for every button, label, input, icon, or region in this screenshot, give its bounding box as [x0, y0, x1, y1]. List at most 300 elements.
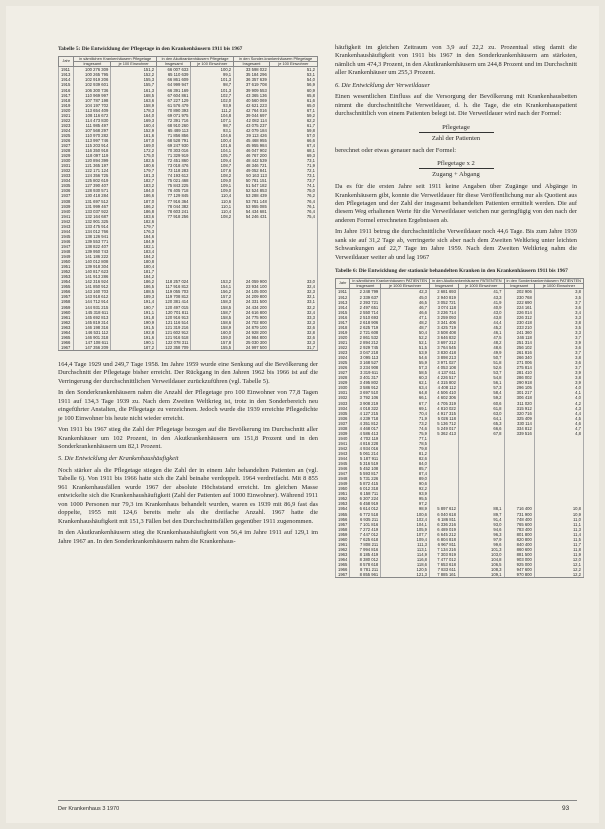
- table-cell: 39 113 426: [234, 133, 270, 138]
- table-cell: 76,4: [269, 209, 317, 214]
- paragraph: 164,4 Tage 1929 und 249,7 Tage 1958. Im Jahre 1959 wurde eine Senkung auf die Bevölkerung der Durchschnitt der Pflegetage bisher erreicht. Der Rückgang in den Jahren 1962 bis 1966 ist auf die Verringerung der durchschnittlichen Verweildauer zurückzuführen (vgl. Tabelle 5).: [58, 360, 318, 385]
- table6-subheader: je 1000 Einwohner: [381, 284, 430, 289]
- table-cell: 97,2: [381, 501, 430, 506]
- table-cell: 155,7: [111, 82, 157, 87]
- table-cell: 3,8: [534, 355, 583, 360]
- table-cell: 187,0: [111, 199, 157, 204]
- table-cell: 110,1: [191, 204, 234, 209]
- table-cell-year: 1921: [336, 340, 350, 345]
- table-cell: 73,1: [269, 173, 317, 178]
- table-cell: 2 339 637: [350, 295, 381, 300]
- table-cell-year: 1964: [59, 330, 74, 335]
- table-cell: 3 168 527: [350, 360, 381, 365]
- table-cell: 140 012 808: [74, 259, 111, 264]
- table-cell: 99,1: [191, 72, 234, 77]
- table-cell: 186,5: [111, 284, 157, 289]
- table-cell: 61,7: [269, 123, 317, 128]
- table-cell: 179,7: [111, 224, 157, 229]
- table-cell: 24 928 200: [234, 330, 270, 335]
- table-cell: 74 193 612: [157, 173, 191, 178]
- table-cell: 81,2: [381, 451, 430, 456]
- table-cell: 5 136 712: [430, 421, 459, 426]
- table-cell: 71,9: [269, 163, 317, 168]
- table-cell: 88,1: [458, 506, 504, 511]
- table-cell-year: 1930: [59, 158, 74, 163]
- table-cell: 301 217: [504, 390, 534, 395]
- table-cell-year: 1937: [336, 421, 350, 426]
- table-cell: 50,7: [458, 355, 504, 360]
- table6-group-header-sonder: in den Sonderkrankenhäusern PATIENTEN: [504, 278, 583, 283]
- table-cell-year: 1946: [336, 466, 350, 471]
- table-cell: 3,8: [534, 320, 583, 325]
- table-cell: 138 822 407: [74, 244, 111, 249]
- table-cell: 39 044 697: [234, 113, 270, 118]
- table-cell: 2 393 721: [350, 300, 381, 305]
- table-cell-year: 1949: [336, 481, 350, 486]
- table-cell: 70 890 393: [157, 108, 191, 113]
- table-cell: 188,5: [111, 289, 157, 294]
- table-cell: 182,7: [111, 178, 157, 183]
- table-cell: 66,6: [458, 426, 504, 431]
- table-cell: 122 078 311: [157, 340, 191, 345]
- table-cell: 24 209 800: [234, 294, 270, 299]
- table-cell: 74,1: [269, 183, 317, 188]
- table-cell: 98,7: [191, 82, 234, 87]
- table-cell-year: 1940: [59, 209, 74, 214]
- table-cell: 119 055 703: [157, 289, 191, 294]
- table-cell: 158,7: [191, 310, 234, 315]
- table-cell: 145 692 813: [74, 315, 111, 320]
- table-cell: 156,2: [191, 289, 234, 294]
- table-cell: 100 276 309: [74, 67, 111, 73]
- table-cell: 110 970 282: [74, 133, 111, 138]
- table-cell: 186,2: [111, 204, 157, 209]
- table-cell: 121 365 197: [74, 163, 111, 168]
- table-cell: 24 997 500: [234, 345, 270, 351]
- table-cell: 42 764 016: [234, 108, 270, 113]
- table-row: [59, 345, 318, 351]
- table-cell: 48,7: [381, 325, 430, 330]
- table-cell: 71 329 919: [157, 153, 191, 158]
- table-cell: 241 360: [504, 330, 534, 335]
- table-cell: 5 593 817: [350, 471, 381, 476]
- table-cell: 82,6: [381, 456, 430, 461]
- table-cell: 68,1: [269, 148, 317, 153]
- table-cell: 33,1: [269, 299, 317, 304]
- table-cell: 89,7: [458, 512, 504, 517]
- table-cell: 33 598 022: [234, 67, 270, 73]
- table-cell-year: 1936: [336, 416, 350, 421]
- table-cell: 224 161: [504, 305, 534, 310]
- table-cell: 233 210: [504, 325, 534, 330]
- table-cell: 53 781 148: [234, 199, 270, 204]
- table-cell: 189,3: [111, 294, 157, 299]
- table-cell-year: 1955: [336, 512, 350, 517]
- table-cell: 104,1: [381, 522, 430, 527]
- table-cell: 68 910 260: [157, 123, 191, 128]
- table6-subheader: Insgesamt: [504, 284, 534, 289]
- table-cell: 114,9: [381, 552, 430, 557]
- table-cell: 7 134 216: [430, 547, 459, 552]
- table-cell: 158,9: [111, 103, 157, 108]
- table-cell: 3,7: [534, 365, 583, 370]
- table-cell: 40,9: [458, 305, 504, 310]
- table-cell: 183,2: [111, 183, 157, 188]
- table-cell: 51,8: [458, 360, 504, 365]
- table-cell: 3 697 510: [350, 390, 381, 395]
- table-cell-year: 1950: [59, 259, 74, 264]
- table-cell: 102,0: [191, 98, 234, 103]
- table-cell: 160,4: [111, 123, 157, 128]
- table-cell: 102 919 206: [74, 77, 111, 82]
- table-cell: 3 908 219: [350, 401, 381, 406]
- table-cell: 155,3: [111, 77, 157, 82]
- table-cell: 153,2: [191, 279, 234, 284]
- table-cell: 107 787 198: [74, 98, 111, 103]
- table-cell: 6 614 012: [350, 506, 381, 511]
- table-cell: 67,4: [269, 143, 317, 148]
- table-cell: 120,5: [381, 567, 430, 572]
- table-cell: 32,2: [269, 305, 317, 310]
- table-cell: 53,1: [269, 72, 317, 77]
- table-cell: 178,3: [111, 108, 157, 113]
- table-cell-year: 1962: [336, 547, 350, 552]
- table-cell: 160,0: [191, 330, 234, 335]
- table-cell: 158,9: [191, 325, 234, 330]
- table5-body: [59, 67, 318, 351]
- table-cell: 31,7: [269, 345, 317, 351]
- table-cell-year: 1931: [59, 163, 74, 168]
- table-cell: 100,6: [381, 512, 430, 517]
- table-cell: 113 997 746: [74, 138, 111, 143]
- table-cell-year: 1940: [336, 436, 350, 441]
- table-cell: 54,6: [381, 355, 430, 360]
- table-cell: 3 495 802: [350, 380, 381, 385]
- table-cell-year: 1930: [336, 385, 350, 390]
- table-cell: 35 184 296: [234, 72, 270, 77]
- table-cell: 275 814: [504, 365, 534, 370]
- table-cell: 3 259 093: [430, 315, 459, 320]
- table-cell: 4 468 017: [350, 426, 381, 431]
- table-cell: 4 226 517: [430, 375, 459, 380]
- table-cell-year: 1967: [336, 572, 350, 578]
- table-cell-year: 1917: [336, 320, 350, 325]
- table-cell: 93,9: [381, 491, 430, 496]
- table-cell: 46,6: [381, 310, 430, 315]
- table-cell-year: 1938: [336, 426, 350, 431]
- table-cell: 5 362 413: [430, 431, 459, 436]
- table-cell: 66,1: [381, 395, 430, 400]
- page: [6, 6, 599, 823]
- section-heading: 5. Die Entwicklung der Krankenhaushäufigkeit: [58, 455, 179, 463]
- table-cell: 3 047 218: [350, 350, 381, 355]
- table-cell-year: 1932: [59, 168, 74, 173]
- table-cell: 131 697 512: [74, 199, 111, 204]
- footer-rule: [58, 800, 577, 801]
- table-cell: 183,4: [111, 249, 157, 254]
- table-cell: 180,8: [111, 259, 157, 264]
- table-cell-year: 1957: [59, 294, 74, 299]
- table-cell: 186,2: [111, 279, 157, 284]
- table-cell: 12,1: [534, 562, 583, 567]
- table-cell: 3,8: [534, 375, 583, 380]
- table-cell: 44,4: [458, 320, 504, 325]
- table-cell: 133 037 922: [74, 209, 111, 214]
- table-cell: 100,2: [191, 67, 234, 73]
- table-cell: 2 929 745: [350, 345, 381, 350]
- page-number: 93: [562, 805, 570, 812]
- table-cell: 116,8: [381, 557, 430, 562]
- table-cell: 3,3: [534, 315, 583, 320]
- table-cell-year: 1941: [59, 214, 74, 219]
- table-cell: 132 164 687: [74, 214, 111, 219]
- table-cell: 181,7: [111, 269, 157, 274]
- table-cell: 176,3: [111, 229, 157, 234]
- table-cell: 151,2: [111, 67, 157, 73]
- table-cell-year: 1946: [59, 239, 74, 244]
- table-cell: 108,7: [191, 163, 234, 168]
- table-cell: 147 108 611: [74, 340, 111, 345]
- table-cell: 3 971 027: [430, 360, 459, 365]
- table5-subheader: je 100 Einwohner: [111, 61, 157, 66]
- table-cell: 104,8: [458, 557, 504, 562]
- table-cell-year: 1934: [59, 178, 74, 183]
- table-cell: 108 116 672: [74, 113, 111, 118]
- table-cell-year: 1956: [59, 289, 74, 294]
- table-cell: 24 775 900: [234, 315, 270, 320]
- table5-group-header-all: in sämtlichen Krankenhäusern Pflegetage: [74, 56, 157, 61]
- table-cell-year: 1915: [59, 82, 74, 87]
- table-cell: 53 288 439: [234, 193, 270, 198]
- table-cell: 50,4: [381, 330, 430, 335]
- table-cell: 64,8: [381, 390, 430, 395]
- table-cell: 42 082 114: [234, 118, 270, 123]
- formula-denominator: Zugang + Abgang: [419, 168, 494, 179]
- table-cell: 121 602 912: [157, 330, 191, 335]
- table-cell: 6 967 811: [430, 542, 459, 547]
- table-cell: 57,3: [458, 385, 504, 390]
- table-cell: 246 118: [504, 335, 534, 340]
- table-cell: 43 365 136: [234, 93, 270, 98]
- table-cell: 881 500: [504, 552, 534, 557]
- table-cell-year: 1955: [59, 284, 74, 289]
- table-cell: 24 879 100: [234, 325, 270, 330]
- table-cell-year: 1928: [336, 375, 350, 380]
- table-cell: 50 163 113: [234, 173, 270, 178]
- table-cell: 109,1: [191, 183, 234, 188]
- table-cell: 42 079 184: [234, 128, 270, 133]
- right-column: [335, 44, 581, 578]
- table-cell-year: 1919: [59, 103, 74, 108]
- table-cell: 4,6: [534, 421, 583, 426]
- table-cell: 5 249 017: [430, 426, 459, 431]
- table-cell: 2 248 799: [350, 289, 381, 295]
- table-cell: 11,9: [534, 552, 583, 557]
- table-cell: 4,5: [534, 416, 583, 421]
- table-cell: 191,4: [111, 299, 157, 304]
- table-cell: 64 999 947: [157, 82, 191, 87]
- table-cell: 141 850 912: [74, 284, 111, 289]
- table-cell: 144 712 914: [74, 299, 111, 304]
- table-cell: 76,4: [269, 199, 317, 204]
- table-cell: 105,7: [191, 153, 234, 158]
- table-cell: 7 625 618: [350, 537, 381, 542]
- table-cell: 48 442 539: [234, 158, 270, 163]
- table-cell: 3 095 113: [350, 355, 381, 360]
- table-cell: 139 918 304: [74, 264, 111, 269]
- table-cell: 85,7: [381, 466, 430, 471]
- table-cell: 286 002: [504, 375, 534, 380]
- table-cell: 5 187 911: [350, 456, 381, 461]
- table-cell: 191,1: [111, 310, 157, 315]
- table-cell: 23 934 100: [234, 284, 270, 289]
- table-cell: 947 600: [504, 567, 534, 572]
- table-cell: 45,2: [458, 325, 504, 330]
- formula-denominator: Zahl der Patienten: [419, 132, 494, 143]
- formula-numerator: Pflegetage x 2: [437, 160, 475, 168]
- table-cell: 120 381 414: [157, 299, 191, 304]
- table-cell: 157,2: [191, 294, 234, 299]
- table-cell: 154,1: [191, 284, 234, 289]
- table-cell: 62,2: [269, 118, 317, 123]
- table-cell: 169,0: [111, 143, 157, 148]
- table-cell: 45,0: [381, 295, 430, 300]
- table-cell-year: 1916: [59, 88, 74, 93]
- table-cell: 100,4: [191, 138, 234, 143]
- table-cell: 32,4: [269, 284, 317, 289]
- table-cell: 3,7: [534, 350, 583, 355]
- table-cell-year: 1923: [59, 123, 74, 128]
- table-cell: 133 475 914: [74, 224, 111, 229]
- table-cell: 87,4: [381, 471, 430, 476]
- table-cell-year: 1914: [59, 77, 74, 82]
- table-cell: 51,5: [381, 345, 430, 350]
- table-cell: 42 621 223: [234, 103, 270, 108]
- table-cell: 122 358 709: [157, 345, 191, 351]
- table5-header-year: Jahr: [59, 56, 74, 67]
- table-cell: 64,1: [458, 416, 504, 421]
- table6-header-year: Jahr: [336, 278, 350, 289]
- table-cell: 3 898 213: [430, 355, 459, 360]
- table-cell: 54 246 431: [234, 214, 270, 219]
- table-cell: 2 940 819: [430, 295, 459, 300]
- table6-subheader: je 1000 Einwohner: [534, 284, 583, 289]
- table-cell: 61,8: [458, 406, 504, 411]
- table-cell: 3 234 908: [350, 365, 381, 370]
- table-cell: 3,5: [534, 295, 583, 300]
- table-cell: 77 916 364: [157, 199, 191, 204]
- paragraph: Da es für die ersten Jahre seit 1911 keine Angaben über Zugänge und Abgänge in Krankenhäusern gibt, konnte die Verweildauer für diese Veröffentlichung nur als Quotient aus den Pflegetagen und der Zahl der insgesamt behandelten Patienten ermittelt werden. Die auf diesem Weg erhaltenen Werte für die Verweildauer weichen nur geringfügig von den nach der anderen Formel errechneten Ergebnissen ab.: [335, 183, 577, 224]
- table-cell: 69,3: [269, 153, 317, 158]
- table-cell: 11,0: [534, 517, 583, 522]
- table-cell: 4 127 215: [350, 411, 381, 416]
- table-cell: 33,3: [269, 315, 317, 320]
- footer-journal: Der Krankenhaus 3 1970: [58, 806, 120, 812]
- table-cell: 143 918 612: [74, 294, 111, 299]
- table-cell: 2 625 719: [350, 325, 381, 330]
- table-cell: 184,6: [111, 234, 157, 239]
- table-cell-year: 1963: [59, 325, 74, 330]
- table-cell-year: 1912: [336, 295, 350, 300]
- table5-caption: Tabelle 5: Die Entwicklung der Pflegetage in den Krankenhäusern 1911 bis 1967: [58, 46, 243, 52]
- table-cell: 56,1: [458, 380, 504, 385]
- table-cell: 2 510 693: [350, 315, 381, 320]
- table-cell: 180,6: [111, 163, 157, 168]
- table-cell: 139 950 743: [74, 249, 111, 254]
- table-cell: 11,8: [534, 547, 583, 552]
- table-cell-year: 1918: [59, 98, 74, 103]
- table-cell: 2 497 651: [350, 305, 381, 310]
- table-cell: 3 764 545: [430, 345, 459, 350]
- table-cell: 69 247 930: [157, 143, 191, 148]
- table-cell-year: 1945: [336, 461, 350, 466]
- table-cell: 222 690: [504, 300, 534, 305]
- table-cell: 46,7: [381, 305, 430, 310]
- table-cell: 202 906: [504, 289, 534, 295]
- table-cell-year: 1924: [336, 355, 350, 360]
- table-cell: 2 894 212: [350, 340, 381, 345]
- formula-1: [335, 123, 577, 143]
- table-cell-year: 1953: [59, 274, 74, 279]
- formula-numerator: Pflegetage: [442, 123, 470, 131]
- table6-subheader: Insgesamt: [350, 284, 381, 289]
- table-cell-year: 1918: [336, 325, 350, 330]
- table-cell: 179,7: [111, 168, 157, 173]
- table-cell: 92,2: [381, 486, 430, 491]
- table-cell: 32,8: [269, 330, 317, 335]
- table5-group-header-akut: in den Akutkrankenhäusern Pflegetage: [157, 56, 234, 61]
- table-cell: 54,8: [458, 375, 504, 380]
- table-cell: 60,9: [269, 88, 317, 93]
- table-cell-year: 1920: [336, 335, 350, 340]
- table-cell-year: 1956: [336, 517, 350, 522]
- table-cell: 120 497 015: [157, 305, 191, 310]
- table-cell: 182,1: [111, 244, 157, 249]
- table-cell: 175,0: [111, 153, 157, 158]
- table-cell: 4,3: [534, 406, 583, 411]
- table-cell-year: 1965: [336, 562, 350, 567]
- table-cell: 6 935 211: [350, 517, 381, 522]
- table-cell: 3 697 212: [430, 340, 459, 345]
- table-cell-year: 1960: [336, 537, 350, 542]
- table-cell: 52 524 853: [234, 188, 270, 193]
- table-cell: 90,6: [381, 481, 430, 486]
- table-cell: 109,1: [458, 572, 504, 578]
- table-cell: 67,8: [458, 431, 504, 436]
- table-cell: 5 452 108: [350, 466, 381, 471]
- table-cell: 6 772 518: [350, 512, 381, 517]
- table-cell: 325 409: [504, 416, 534, 421]
- table-cell: 59,2: [269, 113, 317, 118]
- table-cell: 110,4: [191, 193, 234, 198]
- table-cell: 3 052 721: [430, 300, 459, 305]
- table-cell: 3,6: [534, 345, 583, 350]
- table-cell: 101,3: [458, 547, 504, 552]
- table-cell: 251 314: [504, 340, 534, 345]
- table-cell: 70,4: [381, 411, 430, 416]
- table-cell: 155,5: [191, 345, 234, 351]
- table-cell: 73,2: [381, 421, 430, 426]
- table-cell: 93,0: [458, 522, 504, 527]
- table-cell: 25 030 300: [234, 340, 270, 345]
- table-cell: 4,8: [534, 431, 583, 436]
- table6-subheader: je 1000 Einwohner: [458, 284, 504, 289]
- table-cell: 4 602 306: [430, 395, 459, 400]
- table-cell: 122 171 124: [74, 168, 111, 173]
- table-cell: 77,1: [381, 436, 430, 441]
- table-cell: 43,3: [458, 295, 504, 300]
- table-cell: 8 380 012: [350, 557, 381, 562]
